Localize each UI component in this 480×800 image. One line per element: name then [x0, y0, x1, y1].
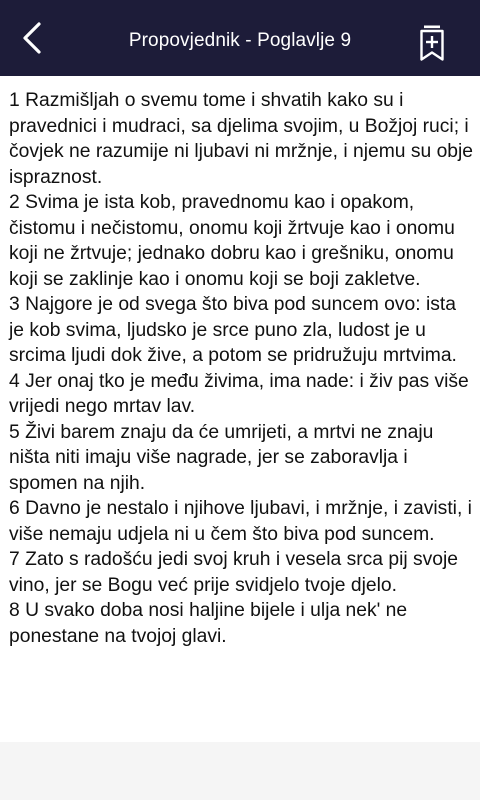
- page-title: Propovjednik - Poglavlje 9: [128, 30, 352, 51]
- verse-6: 6 Davno je nestalo i njihove ljubavi, i mržnje, i zavisti, i više nemaju udjela ni u čem što biva pod suncem.: [9, 498, 472, 545]
- add-bookmark-button[interactable]: [414, 21, 450, 65]
- back-button[interactable]: [10, 16, 54, 60]
- chapter-text: [0, 76, 480, 742]
- verse-7: 7 Zato s radošću jedi svoj kruh i vesela srca pij svoje vino, jer se Bogu već prije svidjelo tvoje djelo.: [9, 549, 459, 596]
- verse-5: 5 Živi barem znaju da će umrijeti, a mrtvi ne znaju ništa niti imaju više nagrade, jer se zaboravlja i spomen na njih.: [9, 421, 434, 494]
- bottom-blank-area: [0, 742, 480, 800]
- verse-3: 3 Najgore je od svega što biva pod suncem ovo: ista je kob svima, ljudsko je srce puno zla, ludost je u srcima ljudi dok žive, a potom se pridružuju mrtvima.: [9, 294, 457, 366]
- verse-8: 8 U svako doba nosi haljine bijele i ulja nek' ne ponestane na tvojoj glavi.: [9, 600, 408, 647]
- bookmark-add-icon: [419, 24, 445, 62]
- top-app-bar: [0, 0, 480, 76]
- verse-2: 2 Svima je ista kob, pravednomu kao i opakom, čistomu i nečistomu, onomu koji žrtvuje kao i onomu koji ne žrtvuje; jednako dobru kao i grešniku, onomu koji se zaklinje kao i onomu koji se boji zakletve.: [9, 192, 455, 290]
- verse-4: 4 Jer onaj tko je među živima, ima nade: i živ pas više vrijedi nego mrtav lav.: [9, 370, 469, 417]
- verse-1: 1 Razmišljah o svemu tome i shvatih kako su i pravednici i mudraci, sa djelima svojim, u Božjoj ruci; i čovjek ne razumije ni ljubavi ni mržnje, i njemu su obje ispraznost.: [9, 90, 474, 188]
- chevron-left-icon: [21, 21, 43, 55]
